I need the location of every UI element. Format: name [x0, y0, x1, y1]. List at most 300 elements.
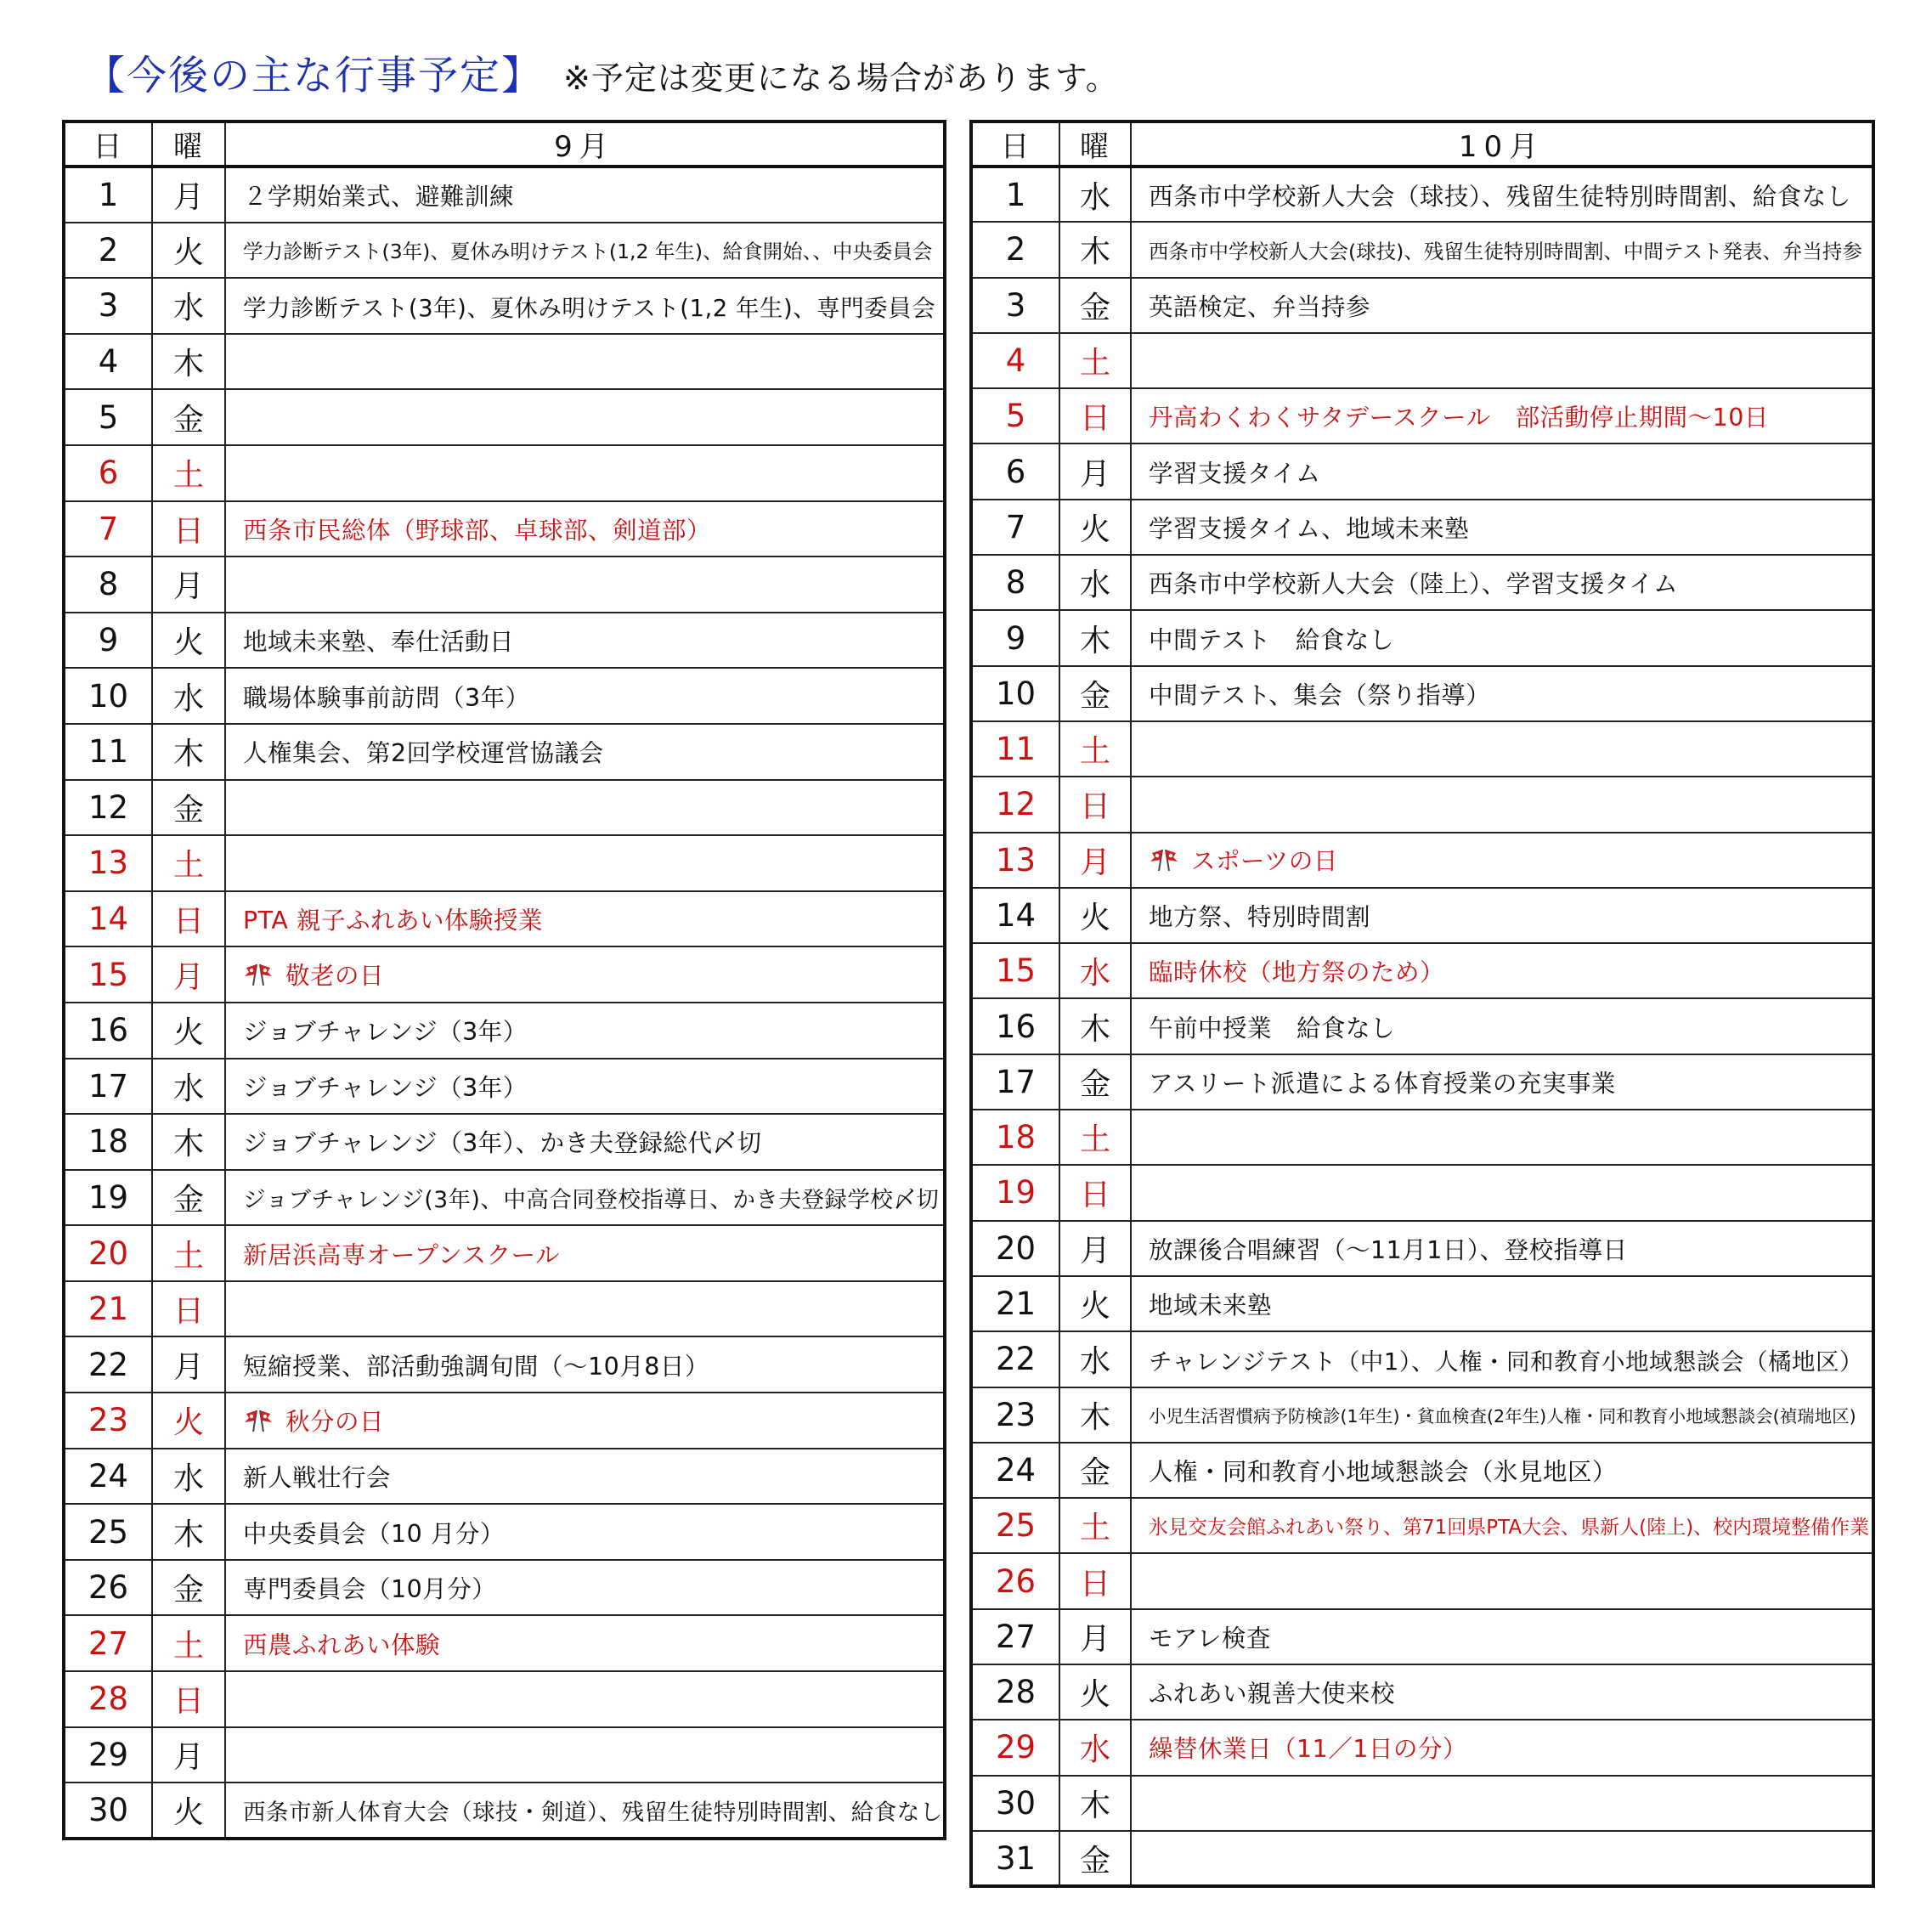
day-number: 1: [64, 167, 152, 223]
table-row: [64, 1003, 945, 1059]
weekday: 月: [152, 1336, 225, 1393]
weekday: 土: [152, 445, 225, 501]
event-cell: [225, 334, 945, 390]
event-cell: [225, 501, 945, 557]
event-text: 臨時休校（地方祭のため）: [1149, 958, 1445, 987]
event-cell: [1131, 278, 1873, 333]
day-number: 28: [64, 1671, 152, 1727]
weekday: 月: [1059, 1609, 1131, 1664]
weekday: 木: [152, 334, 225, 390]
event-cell: [1131, 1276, 1873, 1331]
day-number: 13: [971, 833, 1059, 888]
table-row: [64, 1170, 945, 1226]
event-text: 放課後合唱練習（～11月1日）、登校指導日: [1149, 1235, 1628, 1264]
event-text: ジョブチャレンジ（3年）、かき夫登録総代〆切: [243, 1129, 762, 1158]
event-text: ふれあい親善大使来校: [1149, 1680, 1396, 1709]
table-row: [971, 278, 1873, 333]
event-text: 西条市中学校新人大会（球技）、残留生徒特別時間割、給食なし: [1149, 182, 1851, 211]
event-cell: [225, 1281, 945, 1337]
table-row: [64, 1504, 945, 1560]
event-text: スポーツの日: [1191, 846, 1338, 875]
day-number: 20: [64, 1225, 152, 1281]
event-cell: [1131, 833, 1873, 888]
event-cell: [225, 1059, 945, 1115]
table-header-row: [64, 121, 945, 167]
event-text: 学習支援タイム、地域未来塾: [1149, 514, 1470, 543]
day-number: 6: [971, 444, 1059, 499]
day-number: 21: [64, 1281, 152, 1337]
day-number: 2: [64, 223, 152, 279]
day-number: 26: [64, 1560, 152, 1616]
table-row: [64, 1059, 945, 1115]
event-text: 学習支援タイム: [1149, 459, 1321, 488]
day-number: 19: [971, 1165, 1059, 1220]
event-cell: [225, 167, 945, 223]
event-text: 西条市中学校新人大会（陸上）、学習支援タイム: [1149, 570, 1679, 599]
weekday: 金: [1059, 1443, 1131, 1498]
day-number: 30: [971, 1776, 1059, 1831]
day-number: 22: [64, 1336, 152, 1393]
day-number: 8: [64, 557, 152, 613]
event-cell: [1131, 1110, 1873, 1165]
table-row: [971, 1609, 1873, 1664]
day-number: 27: [64, 1615, 152, 1671]
day-number: 2: [971, 222, 1059, 277]
day-number: 23: [971, 1387, 1059, 1443]
day-number: 13: [64, 835, 152, 891]
table-row: [971, 1443, 1873, 1498]
weekday: 土: [1059, 1110, 1131, 1165]
table-row: [971, 943, 1873, 998]
table-row: [971, 888, 1873, 943]
table-row: [64, 1671, 945, 1727]
day-number: 7: [971, 500, 1059, 555]
event-cell: [1131, 1664, 1873, 1720]
table-row: [971, 444, 1873, 499]
weekday: 火: [152, 1003, 225, 1059]
event-cell: [1131, 1331, 1873, 1387]
month-column-header: 9月: [225, 121, 945, 167]
event-text: 学力診断テスト(3年)、夏休み明けテスト(1,2 年生)、給食開始、、中央委員会: [243, 240, 933, 264]
weekday: 金: [1059, 1831, 1131, 1886]
day-number: 11: [64, 724, 152, 780]
event-cell: [225, 1170, 945, 1226]
day-number: 14: [64, 891, 152, 947]
event-text: 中央委員会（10 月分）: [243, 1519, 505, 1548]
october-rows: [971, 167, 1873, 1886]
day-number: 15: [64, 946, 152, 1003]
event-text: 人権集会、第2回学校運営協議会: [243, 739, 604, 768]
table-header-row: [971, 121, 1873, 167]
event-cell: [225, 1225, 945, 1281]
table-row: [64, 891, 945, 947]
day-number: 19: [64, 1170, 152, 1226]
event-cell: [225, 1671, 945, 1727]
september-rows: [64, 167, 945, 1839]
event-text: チャレンジテスト（中1）、人権・同和教育小地域懇談会（橘地区）: [1149, 1348, 1863, 1376]
table-row: [64, 780, 945, 836]
event-cell: [1131, 1054, 1873, 1110]
weekday: 金: [1059, 278, 1131, 333]
table-row: [971, 388, 1873, 444]
table-row: [971, 1387, 1873, 1443]
weekday: 水: [1059, 1331, 1131, 1387]
table-row: [971, 1331, 1873, 1387]
weekday: 金: [1059, 666, 1131, 721]
event-cell: [225, 1615, 945, 1671]
event-cell: [225, 946, 945, 1003]
event-text: 氷見交友会館ふれあい祭り、第71回県PTA大会、県新人(陸上)、校内環境整備作業: [1149, 1517, 1870, 1540]
day-number: 1: [971, 167, 1059, 222]
table-row: [64, 501, 945, 557]
event-cell: [1131, 721, 1873, 777]
day-number: 18: [971, 1110, 1059, 1165]
event-cell: [1131, 1498, 1873, 1553]
change-notice: ※予定は変更になる場合があります。: [563, 59, 1119, 97]
table-row: [971, 555, 1873, 610]
event-cell: [225, 1003, 945, 1059]
table-row: [64, 1114, 945, 1170]
weekday: 火: [152, 1393, 225, 1449]
event-cell: [1131, 500, 1873, 555]
weekday: 木: [1059, 1387, 1131, 1443]
table-row: [64, 1393, 945, 1449]
event-cell: [225, 835, 945, 891]
weekday: 金: [152, 389, 225, 445]
table-row: [971, 610, 1873, 665]
event-cell: [1131, 333, 1873, 388]
table-row: [64, 1615, 945, 1671]
event-text: 地域未来塾: [1149, 1291, 1273, 1320]
event-cell: [1131, 222, 1873, 277]
event-cell: [225, 1783, 945, 1839]
table-row: [64, 668, 945, 724]
table-row: [971, 1110, 1873, 1165]
weekday: 金: [152, 780, 225, 836]
table-row: [971, 333, 1873, 388]
table-row: [971, 833, 1873, 888]
table-row: [64, 1783, 945, 1839]
table-row: [971, 167, 1873, 222]
table-row: [971, 721, 1873, 777]
weekday: 木: [1059, 998, 1131, 1054]
event-text: 丹高わくわくサタデースクール 部活動停止期間～10日: [1149, 404, 1769, 432]
weekday-column-header: 曜: [1059, 121, 1131, 167]
weekday: 月: [152, 946, 225, 1003]
day-number: 12: [971, 777, 1059, 832]
event-text: モアレ検査: [1149, 1624, 1271, 1653]
day-number: 16: [64, 1003, 152, 1059]
weekday: 土: [1059, 333, 1131, 388]
day-number: 4: [971, 333, 1059, 388]
table-row: [64, 278, 945, 334]
table-row: [64, 835, 945, 891]
day-number: 24: [971, 1443, 1059, 1498]
holiday-flags-icon: [243, 1407, 274, 1438]
table-row: [971, 1498, 1873, 1553]
weekday: 木: [152, 1504, 225, 1560]
event-cell: [1131, 167, 1873, 222]
weekday: 水: [1059, 167, 1131, 222]
event-text: 新居浜高専オープンスクール: [243, 1240, 561, 1269]
weekday: 火: [152, 613, 225, 669]
weekday: 日: [152, 501, 225, 557]
weekday: 火: [1059, 888, 1131, 943]
day-number: 14: [971, 888, 1059, 943]
event-cell: [225, 1727, 945, 1783]
event-text: 職場体験事前訪問（3年）: [243, 683, 530, 712]
event-cell: [225, 278, 945, 334]
event-cell: [225, 1560, 945, 1616]
event-cell: [1131, 610, 1873, 665]
event-text: 小児生活習慣病予防検診(1年生)・貧血検査(2年生)人権・同和教育小地域懇談会(禎瑞地区): [1149, 1406, 1856, 1427]
weekday: 火: [1059, 500, 1131, 555]
event-cell: [225, 445, 945, 501]
event-text: 地域未来塾、奉仕活動日: [243, 628, 515, 657]
table-row: [64, 1336, 945, 1393]
weekday: 水: [1059, 555, 1131, 610]
table-row: [971, 1553, 1873, 1608]
day-number: 26: [971, 1553, 1059, 1608]
event-cell: [1131, 388, 1873, 444]
day-number: 17: [64, 1059, 152, 1115]
table-row: [971, 222, 1873, 277]
weekday: 日: [1059, 1553, 1131, 1608]
weekday: 日: [152, 1281, 225, 1337]
event-text: 午前中授業 給食なし: [1149, 1014, 1396, 1042]
event-cell: [1131, 1720, 1873, 1775]
event-text: 敬老の日: [285, 961, 385, 990]
table-row: [64, 334, 945, 390]
event-text: 秋分の日: [285, 1407, 385, 1436]
event-text: ジョブチャレンジ（3年）: [243, 1018, 528, 1047]
weekday: 金: [152, 1170, 225, 1226]
event-cell: [225, 780, 945, 836]
weekday: 木: [1059, 610, 1131, 665]
day-number: 9: [971, 610, 1059, 665]
weekday: 月: [152, 557, 225, 613]
day-number: 25: [64, 1504, 152, 1560]
event-cell: [1131, 943, 1873, 998]
event-cell: [1131, 777, 1873, 832]
weekday: 火: [152, 1783, 225, 1839]
day-column-header: 日: [64, 121, 152, 167]
day-number: 25: [971, 1498, 1059, 1553]
day-number: 28: [971, 1664, 1059, 1720]
event-cell: [1131, 1443, 1873, 1498]
day-number: 11: [971, 721, 1059, 777]
event-cell: [1131, 1221, 1873, 1276]
event-cell: [225, 1449, 945, 1505]
table-row: [971, 500, 1873, 555]
weekday: 火: [152, 223, 225, 279]
table-row: [971, 1776, 1873, 1831]
weekday: 火: [1059, 1276, 1131, 1331]
event-text: PTA 親子ふれあい体験授業: [243, 907, 543, 935]
event-text: アスリート派遣による体育授業の充実事業: [1149, 1069, 1616, 1098]
weekday: 日: [152, 1671, 225, 1727]
weekday: 土: [152, 1615, 225, 1671]
weekday: 月: [152, 167, 225, 223]
table-row: [64, 724, 945, 780]
day-number: 27: [971, 1609, 1059, 1664]
event-text: 西条市新人体育大会（球技・剣道）、残留生徒特別時間割、給食なし: [243, 1800, 943, 1827]
table-row: [971, 998, 1873, 1054]
event-cell: [225, 557, 945, 613]
event-cell: [225, 1114, 945, 1170]
weekday: 水: [1059, 1720, 1131, 1775]
table-row: [64, 167, 945, 223]
day-number: 29: [971, 1720, 1059, 1775]
event-cell: [1131, 444, 1873, 499]
table-row: [971, 1221, 1873, 1276]
event-cell: [225, 389, 945, 445]
event-cell: [225, 891, 945, 947]
event-text: 英語検定、弁当持参: [1149, 292, 1371, 321]
holiday-flags-icon: [243, 961, 274, 992]
day-number: 21: [971, 1276, 1059, 1331]
day-number: 8: [971, 555, 1059, 610]
weekday: 水: [152, 1449, 225, 1505]
weekday: 木: [152, 1114, 225, 1170]
weekday: 金: [152, 1560, 225, 1616]
weekday: 土: [152, 835, 225, 891]
table-row: [64, 389, 945, 445]
event-cell: [1131, 1387, 1873, 1443]
page-header: [85, 44, 1119, 105]
event-text: 地方祭、特別時間割: [1149, 903, 1371, 931]
day-number: 20: [971, 1221, 1059, 1276]
day-number: 4: [64, 334, 152, 390]
weekday: 水: [152, 1059, 225, 1115]
weekday: 日: [1059, 777, 1131, 832]
event-cell: [225, 1336, 945, 1393]
day-number: 12: [64, 780, 152, 836]
event-cell: [1131, 666, 1873, 721]
table-row: [64, 445, 945, 501]
event-text: 人権・同和教育小地域懇談会（氷見地区）: [1149, 1457, 1618, 1486]
event-text: 中間テスト 給食なし: [1149, 625, 1394, 654]
table-row: [64, 946, 945, 1003]
event-cell: [1131, 1553, 1873, 1608]
day-number: 30: [64, 1783, 152, 1839]
weekday: 日: [152, 891, 225, 947]
day-number: 6: [64, 445, 152, 501]
day-number: 17: [971, 1054, 1059, 1110]
table-row: [64, 557, 945, 613]
holiday-flags-icon: [1149, 846, 1179, 878]
table-row: [971, 666, 1873, 721]
table-row: [64, 1727, 945, 1783]
weekday: 木: [152, 724, 225, 780]
day-number: 16: [971, 998, 1059, 1054]
weekday: 日: [1059, 388, 1131, 444]
weekday: 金: [1059, 1054, 1131, 1110]
event-text: 繰替休業日（11／1日の分）: [1149, 1735, 1467, 1764]
weekday: 水: [152, 278, 225, 334]
table-row: [971, 1664, 1873, 1720]
table-row: [64, 223, 945, 279]
event-cell: [225, 724, 945, 780]
weekday: 水: [1059, 943, 1131, 998]
event-cell: [225, 1393, 945, 1449]
day-number: 18: [64, 1114, 152, 1170]
table-row: [971, 1276, 1873, 1331]
event-text: ジョブチャレンジ(3年)、中高合同登校指導日、かき夫登録学校〆切: [243, 1186, 940, 1213]
event-text: 西条市中学校新人大会(球技)、残留生徒特別時間割、中間テスト発表、弁当持参: [1149, 239, 1862, 263]
event-cell: [1131, 1831, 1873, 1886]
weekday: 土: [1059, 721, 1131, 777]
weekday: 土: [152, 1225, 225, 1281]
day-number: 3: [971, 278, 1059, 333]
event-cell: [1131, 555, 1873, 610]
weekday-column-header: 曜: [152, 121, 225, 167]
day-number: 7: [64, 501, 152, 557]
event-text: ジョブチャレンジ（3年）: [243, 1073, 528, 1102]
event-text: 西農ふれあい体験: [243, 1630, 441, 1659]
day-number: 23: [64, 1393, 152, 1449]
event-cell: [225, 613, 945, 669]
event-cell: [1131, 1165, 1873, 1220]
event-text: 西条市民総体（野球部、卓球部、剣道部）: [243, 516, 712, 545]
weekday: 土: [1059, 1498, 1131, 1553]
table-row: [971, 1165, 1873, 1220]
event-cell: [1131, 1609, 1873, 1664]
table-row: [64, 1225, 945, 1281]
event-cell: [1131, 998, 1873, 1054]
table-row: [64, 613, 945, 669]
weekday: 月: [1059, 1221, 1131, 1276]
day-number: 15: [971, 943, 1059, 998]
day-number: 31: [971, 1831, 1059, 1886]
weekday: 火: [1059, 1664, 1131, 1720]
october-schedule-table: [969, 120, 1875, 1888]
event-cell: [225, 223, 945, 279]
month-column-header: 10月: [1131, 121, 1873, 167]
table-row: [971, 1054, 1873, 1110]
weekday: 日: [1059, 1165, 1131, 1220]
event-cell: [1131, 1776, 1873, 1831]
day-column-header: 日: [971, 121, 1059, 167]
day-number: 29: [64, 1727, 152, 1783]
day-number: 24: [64, 1449, 152, 1505]
day-number: 5: [971, 388, 1059, 444]
table-row: [64, 1449, 945, 1505]
table-row: [971, 777, 1873, 832]
page-title: 【今後の主な行事予定】: [85, 53, 543, 99]
event-cell: [225, 1504, 945, 1560]
table-row: [971, 1720, 1873, 1775]
event-text: 専門委員会（10月分）: [243, 1575, 497, 1604]
weekday: 月: [1059, 833, 1131, 888]
table-row: [64, 1560, 945, 1616]
day-number: 10: [64, 668, 152, 724]
event-text: ２学期始業式、避難訓練: [243, 182, 515, 211]
event-cell: [225, 668, 945, 724]
event-text: 中間テスト、集会（祭り指導）: [1149, 681, 1491, 709]
event-cell: [1131, 888, 1873, 943]
day-number: 10: [971, 666, 1059, 721]
weekday: 月: [152, 1727, 225, 1783]
day-number: 9: [64, 613, 152, 669]
weekday: 木: [1059, 222, 1131, 277]
weekday: 水: [152, 668, 225, 724]
event-text: 学力診断テスト(3年)、夏休み明けテスト(1,2 年生)、専門委員会: [243, 294, 936, 322]
weekday: 月: [1059, 444, 1131, 499]
event-text: 新人戦壮行会: [243, 1463, 392, 1492]
september-schedule-table: [62, 120, 946, 1840]
table-row: [971, 1831, 1873, 1886]
